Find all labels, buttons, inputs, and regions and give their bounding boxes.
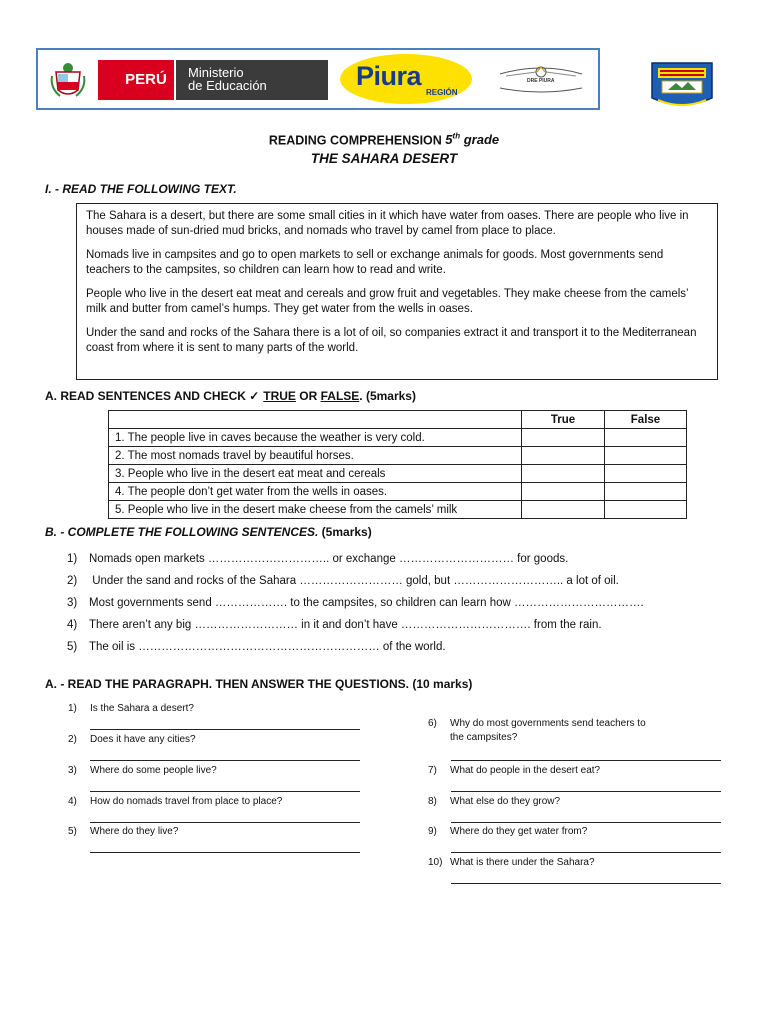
answer-line[interactable] (90, 852, 360, 853)
list-item (67, 641, 446, 653)
question-text: What is there under the Sahara? (450, 857, 595, 868)
list-item (67, 619, 602, 631)
header-banner (36, 48, 600, 110)
sectionA-heading (45, 389, 416, 403)
fill-in-sentence: Under the sand and rocks of the Sahara ……………………… gold, but ……………………….. a lot of oil. (89, 575, 619, 587)
true-check-cell[interactable] (522, 501, 605, 519)
question-number: 3) (68, 765, 77, 776)
fill-in-sentence: Most governments send ………………. to the campsites, so children can learn how ……………………………. (89, 597, 644, 609)
region-label: REGIÓN (426, 88, 458, 97)
list-item (67, 575, 619, 587)
table-header-empty (109, 411, 522, 429)
item-number: 2) (67, 575, 78, 587)
piura-label: Piura (356, 61, 422, 91)
dre-piura-logo (496, 60, 586, 98)
ministry-label (176, 60, 328, 100)
question-number: 6) (428, 718, 437, 729)
peru-flag-stripe (98, 60, 118, 100)
answer-line[interactable] (451, 883, 721, 884)
peru-coat-of-arms-icon (48, 60, 88, 100)
question-item (428, 765, 600, 776)
sectionB-marks: (5marks) (318, 525, 372, 539)
question-item (428, 796, 560, 807)
statement-cell: 3. People who live in the desert eat meat and cereals (109, 465, 522, 483)
title-grade-number: 5 (445, 132, 453, 148)
item-number: 3) (67, 597, 78, 609)
fill-in-sentence: Nomads open markets ………………………….. or exchange ………………………… for goods. (89, 553, 569, 565)
sectionC-heading: A. - READ THE PARAGRAPH. THEN ANSWER THE QUESTIONS. (10 marks) (45, 677, 473, 691)
question-number: 9) (428, 826, 437, 837)
false-word: FALSE (320, 389, 360, 403)
answer-line[interactable] (90, 822, 360, 823)
peru-label: PERÚ (118, 60, 174, 100)
question-item (68, 765, 217, 776)
question-text: Where do they get water from? (450, 826, 588, 837)
sectionB-heading (45, 525, 372, 539)
fill-in-sentence: The oil is ……………………………………………………… of the world. (89, 641, 446, 653)
checkmark-icon: ✓ (249, 389, 260, 403)
question-text: Why do most governments send teachers to (450, 718, 646, 729)
table-header-row (109, 411, 687, 429)
fill-in-sentence: There aren’t any big ……………………… in it and don’t have ……………………………. from the rain. (89, 619, 602, 631)
false-check-cell[interactable] (605, 483, 687, 501)
reading-paragraph: The Sahara is a desert, but there are some small cities in it which have water from oases. There are people who live in houses made of sun-dried mud bricks, and nomads who travel by camel from place to place. (86, 210, 689, 237)
question-item (428, 718, 646, 743)
page-subtitle: THE SAHARA DESERT (310, 151, 458, 166)
ministry-line2: de Educación (188, 78, 267, 93)
question-number: 2) (68, 734, 77, 745)
question-item (68, 734, 196, 745)
question-text: Does it have any cities? (90, 734, 196, 745)
or-word: OR (299, 389, 318, 403)
reading-paragraph: People who live in the desert eat meat and cereals and grow fruit and vegetables. They make cheese from the camels’ milk and butter from camel’s humps. They get water from the wells in oases. (86, 288, 689, 315)
question-text: Is the Sahara a desert? (90, 703, 194, 714)
question-number: 7) (428, 765, 437, 776)
item-number: 4) (67, 619, 78, 631)
list-item (67, 553, 568, 565)
question-item (68, 703, 194, 714)
reading-paragraph: Nomads live in campsites and go to open markets to sell or exchange animals for goods. Most governments send teachers to the campsites, so children can learn how to read and write. (86, 249, 664, 276)
question-number: 1) (68, 703, 77, 714)
column-false: False (605, 411, 687, 429)
table-row (109, 465, 687, 483)
title-grade-word: grade (463, 132, 500, 148)
true-check-cell[interactable] (522, 465, 605, 483)
statement-cell: 4. The people don’t get water from the wells in oases. (109, 483, 522, 501)
statement-cell: 5. People who live in the desert make cheese from the camels’ milk (109, 501, 522, 519)
answer-line[interactable] (451, 852, 721, 853)
table-row (109, 447, 687, 465)
item-number: 1) (67, 553, 78, 565)
reading-paragraph: Under the sand and rocks of the Sahara there is a lot of oil, so companies extract it and transport it to the Mediterranean coast from where it is sent to many parts of the world. (86, 327, 697, 354)
table-row (109, 501, 687, 519)
question-item (428, 857, 595, 868)
question-item (68, 796, 282, 807)
false-check-cell[interactable] (605, 501, 687, 519)
question-text: What else do they grow? (450, 796, 561, 807)
question-text: Where do they live? (90, 826, 179, 837)
true-word: TRUE (263, 389, 296, 403)
false-check-cell[interactable] (605, 465, 687, 483)
answer-line[interactable] (90, 791, 360, 792)
school-badge-icon (650, 60, 714, 110)
reading-text-box (76, 203, 718, 380)
answer-line[interactable] (451, 791, 721, 792)
answer-line[interactable] (90, 760, 360, 761)
answer-line[interactable] (90, 729, 360, 730)
question-text-continued: the campsites? (450, 732, 518, 743)
title-main: READING COMPREHENSION (268, 133, 442, 148)
question-item (68, 826, 178, 837)
list-item (67, 597, 644, 609)
true-check-cell[interactable] (522, 483, 605, 501)
answer-line[interactable] (451, 760, 721, 761)
title-grade-suffix: th (452, 132, 461, 141)
dre-label: DRE PIURA (527, 78, 555, 84)
column-true: True (522, 411, 605, 429)
question-text: Where do some people live? (90, 765, 217, 776)
true-false-table (108, 410, 687, 519)
question-number: 5) (68, 826, 77, 837)
question-number: 8) (428, 796, 437, 807)
sectionA-heading-pre: A. READ SENTENCES AND CHECK (45, 389, 246, 403)
false-check-cell[interactable] (605, 447, 687, 465)
false-check-cell[interactable] (605, 429, 687, 447)
true-check-cell[interactable] (522, 447, 605, 465)
page-title (0, 132, 768, 147)
section1-heading: I. - READ THE FOLLOWING TEXT. (45, 182, 237, 196)
question-number: 4) (68, 796, 77, 807)
ministry-line1: Ministerio (188, 65, 244, 80)
answer-line[interactable] (451, 822, 721, 823)
item-number: 5) (67, 641, 78, 653)
statement-cell: 2. The most nomads travel by beautiful horses. (109, 447, 522, 465)
true-check-cell[interactable] (522, 429, 605, 447)
question-number: 10) (428, 857, 443, 868)
table-row (109, 483, 687, 501)
question-text: What do people in the desert eat? (450, 765, 601, 776)
statement-cell: 1. The people live in caves because the weather is very cold. (109, 429, 522, 447)
table-row (109, 429, 687, 447)
sectionA-heading-post: . (5marks) (359, 389, 416, 403)
sectionB-heading-text: B. - COMPLETE THE FOLLOWING SENTENCES. (45, 525, 319, 539)
question-item (428, 826, 587, 837)
question-text: How do nomads travel from place to place? (90, 796, 283, 807)
